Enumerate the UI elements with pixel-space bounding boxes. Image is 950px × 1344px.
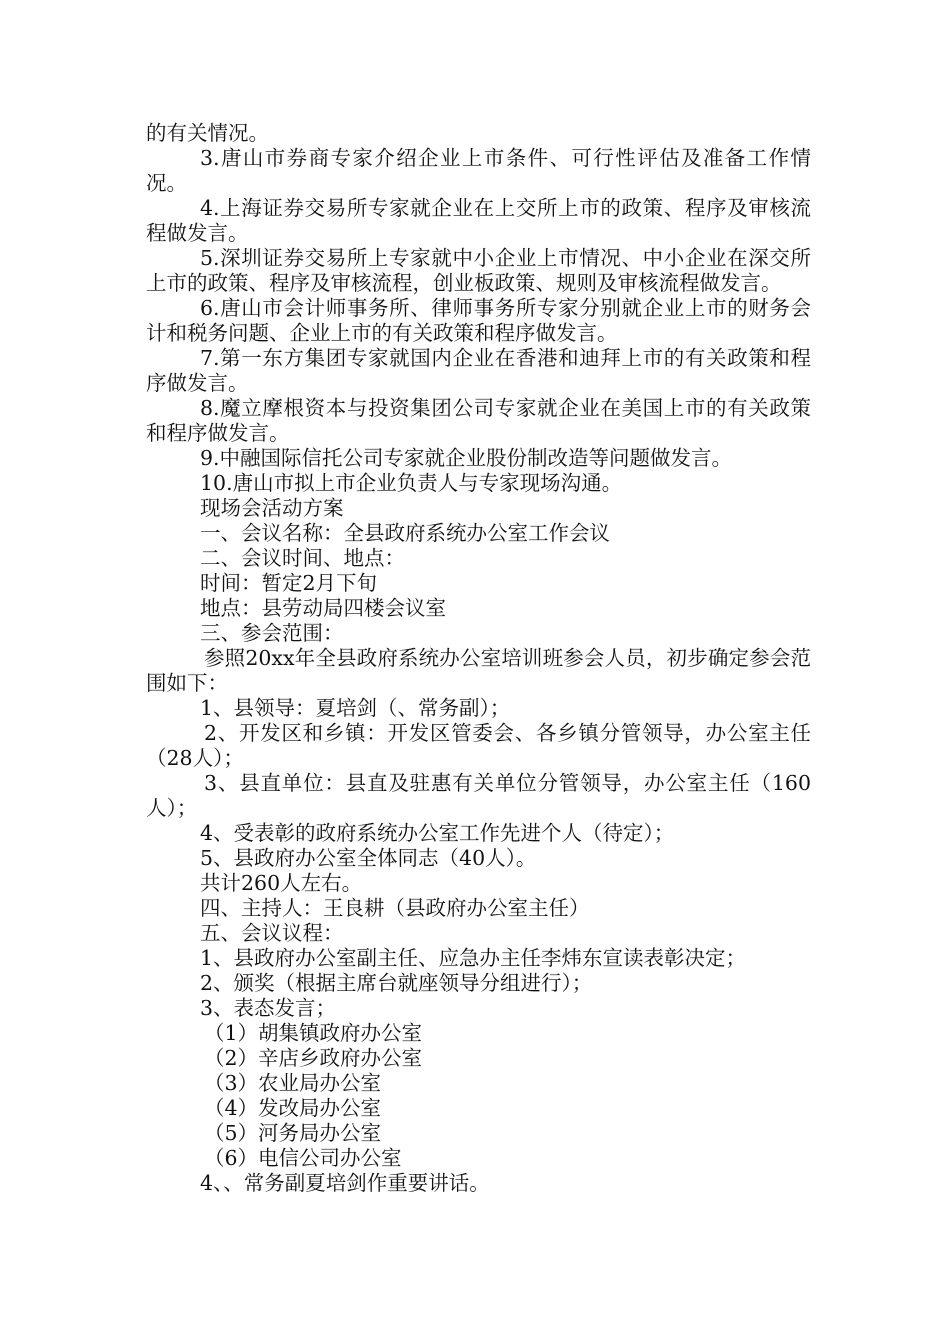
paragraph: 2、开发区和乡镇：开发区管委会、各乡镇分管领导，办公室主任（28人）； <box>146 721 811 770</box>
paragraph: 地点：县劳动局四楼会议室 <box>200 596 446 620</box>
paragraph: 4.上海证券交易所专家就企业在上交所上市的政策、程序及审核流程做发言。 <box>146 196 811 245</box>
paragraph: 5.深圳证券交易所上专家就中小企业上市情况、中小企业在深交所上市的政策、程序及审核流程，创业板政策、规则及审核流程做发言。 <box>146 246 811 295</box>
paragraph: 3、县直单位：县直及驻惠有关单位分管领导，办公室主任（160人）； <box>146 771 811 820</box>
paragraph: 6.唐山市会计师事务所、律师事务所专家分别就企业上市的财务会计和税务问题、企业上市的有关政策和程序做发言。 <box>146 296 811 345</box>
paragraph: 时间：暂定2月下旬 <box>200 571 378 595</box>
paragraph: （4）发改局办公室 <box>204 1096 382 1120</box>
document-body <box>146 121 811 1196</box>
paragraph: 4、受表彰的政府系统办公室工作先进个人（待定）； <box>200 821 675 845</box>
paragraph: （1）胡集镇政府办公室 <box>204 1021 423 1045</box>
paragraph: （5）河务局办公室 <box>204 1121 382 1145</box>
paragraph: 五、会议议程： <box>200 921 344 945</box>
paragraph: 1、县政府办公室副主任、应急办主任李炜东宣读表彰决定； <box>200 946 747 970</box>
paragraph: 3、表态发言； <box>200 996 337 1020</box>
paragraph: 参照20xx年全县政府系统办公室培训班参会人员，初步确定参会范围如下： <box>146 646 811 695</box>
paragraph: 7.第一东方集团专家就国内企业在香港和迪拜上市的有关政策和程序做发言。 <box>146 346 811 395</box>
paragraph: 10.唐山市拟上市企业负责人与专家现场沟通。 <box>200 471 623 495</box>
paragraph: 8.魔立摩根资本与投资集团公司专家就企业在美国上市的有关政策和程序做发言。 <box>146 396 811 445</box>
paragraph: 三、参会范围： <box>200 621 344 645</box>
paragraph: （6）电信公司办公室 <box>204 1146 402 1170</box>
paragraph: 1、县领导：夏培剑（、常务副）； <box>200 696 511 720</box>
paragraph: 5、县政府办公室全体同志（40人）。 <box>200 846 537 870</box>
paragraph: 二、会议时间、地点： <box>200 546 405 570</box>
paragraph: （2）辛店乡政府办公室 <box>204 1046 423 1070</box>
paragraph: 四、主持人：王良耕（县政府办公室主任） <box>200 896 590 920</box>
paragraph: 9.中融国际信托公司专家就企业股份制改造等问题做发言。 <box>200 446 733 470</box>
paragraph: （3）农业局办公室 <box>204 1071 382 1095</box>
paragraph: 一、会议名称：全县政府系统办公室工作会议 <box>200 521 610 545</box>
paragraph: 共计260人左右。 <box>200 871 363 895</box>
paragraph: 4、、常务副夏培剑作重要讲话。 <box>200 1171 490 1195</box>
paragraph: 2、颁奖（根据主席台就座领导分组进行）； <box>200 971 593 995</box>
paragraph: 的有关情况。 <box>146 121 269 145</box>
paragraph: 3.唐山市券商专家介绍企业上市条件、可行性评估及准备工作情况。 <box>146 146 811 195</box>
paragraph: 现场会活动方案 <box>200 496 344 520</box>
